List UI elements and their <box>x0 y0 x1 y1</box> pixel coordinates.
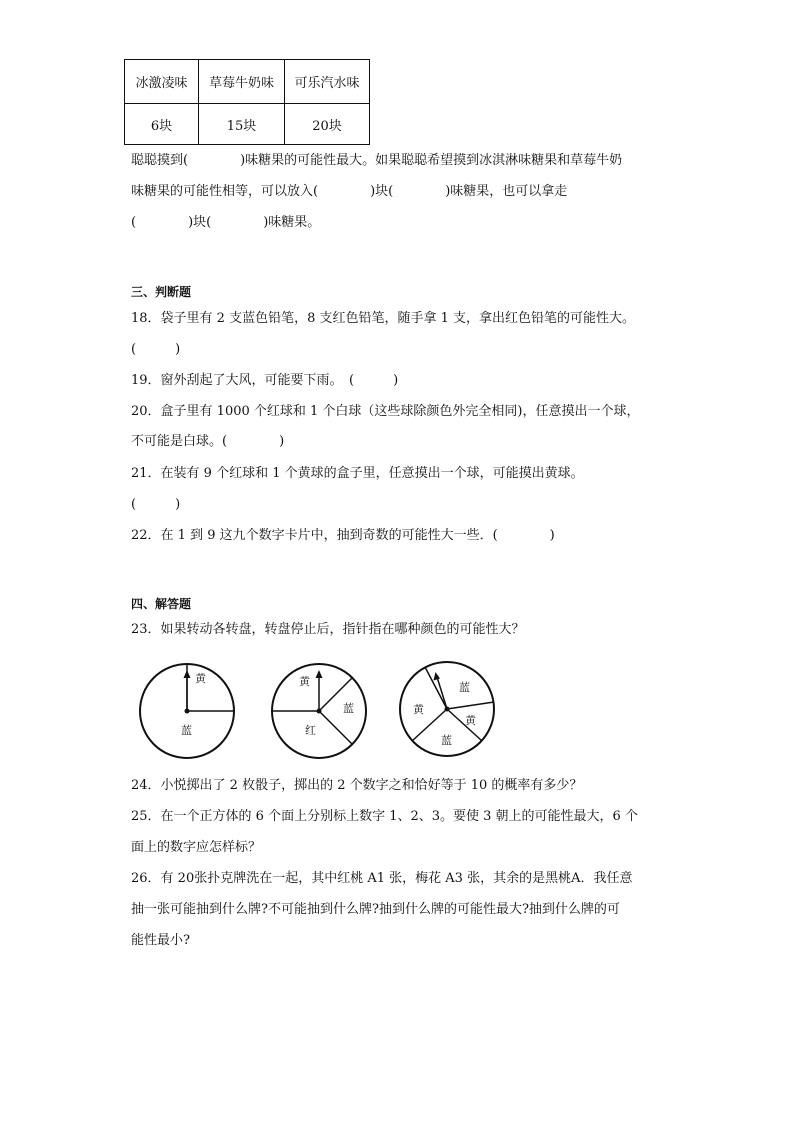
table-cell: 6块 <box>125 104 199 145</box>
pointer-arrowhead-icon <box>434 672 441 681</box>
spinner-2 <box>270 662 368 760</box>
spinner-1-label-yellow: 黄 <box>195 672 206 685</box>
spinner-3-label-blue: 蓝 <box>459 681 470 694</box>
table-row <box>125 104 370 145</box>
question-19: 19．窗外刮起了大风，可能要下雨。 ( ) <box>131 373 399 388</box>
question-26: 26．有 20张扑克牌洗在一起，其中红桃 A1 张，梅花 A3 张，其余的是黑桃A．我任意 <box>131 871 633 886</box>
question-20-cont: 不可能是白球。( ) <box>131 434 285 449</box>
question-22: 22．在 1 到 9 这九个数字卡片中，抽到奇数的可能性大一些．( ) <box>131 528 555 543</box>
spinner-2-label-blue: 蓝 <box>343 702 354 715</box>
table-header-cell: 可乐汽水味 <box>285 60 370 104</box>
table-cell: 20块 <box>285 104 370 145</box>
table-header-cell: 冰激凌味 <box>125 60 199 104</box>
answer-blank-21: ( ) <box>131 497 181 512</box>
question-25-cont: 面上的数字应怎样标？ <box>131 840 262 855</box>
spinner-2-divider <box>319 711 352 744</box>
spinner-2-label-red: 红 <box>305 724 316 737</box>
question-21: 21．在装有 9 个红球和 1 个黄球的盒子里，任意摸出一个球，可能摸出黄球。 <box>131 466 584 481</box>
spinner-1-label-blue: 蓝 <box>181 724 192 737</box>
pointer-arrowhead-icon <box>316 670 323 678</box>
question-24: 24．小悦掷出了 2 枚骰子，掷出的 2 个数字之和恰好等于 10 的概率有多少？ <box>131 778 583 793</box>
section4-title: 四、解答题 <box>131 597 192 611</box>
table-cell: 15块 <box>199 104 285 145</box>
spinner-3 <box>398 660 496 758</box>
spinner-3-center <box>445 707 450 712</box>
spinner-3-label-yellow: 黄 <box>465 714 476 727</box>
q17-line3: ( )块( )味糖果。 <box>131 215 321 230</box>
q17-line1: 聪聪摸到( )味糖果的可能性最大。如果聪聪希望摸到冰淇淋味糖果和草莓牛奶 <box>131 153 623 168</box>
spinner-1 <box>138 662 236 760</box>
spinner-1-center <box>185 709 190 714</box>
question-26-cont2: 能性最小? <box>131 933 190 948</box>
spinner-3-label-yellow: 黄 <box>413 703 424 716</box>
table-header-row <box>125 60 370 104</box>
answer-blank-18: ( ) <box>131 342 181 357</box>
question-26-cont: 抽一张可能抽到什么牌?不可能抽到什么牌?抽到什么牌的可能性最大?抽到什么牌的可 <box>131 902 620 917</box>
pointer-arrowhead-icon <box>184 670 191 678</box>
question-25: 25．在一个正方体的 6 个面上分别标上数字 1、2、3。要使 3 朝上的可能性最大，6 个 <box>131 809 638 824</box>
spinner-2-label-yellow: 黄 <box>299 675 310 688</box>
spinner-3-label-blue: 蓝 <box>441 734 452 747</box>
question-20: 20．盒子里有 1000 个红球和 1 个白球（这些球除颜色外完全相同)，任意摸出一个球， <box>131 404 640 419</box>
q17-line2: 味糖果的可能性相等，可以放入( )块( )味糖果，也可以拿走 <box>131 184 568 199</box>
candy-table <box>124 59 370 145</box>
question-23: 23．如果转动各转盘，转盘停止后，指针指在哪种颜色的可能性大？ <box>131 622 525 637</box>
section3-title: 三、判断题 <box>131 285 192 299</box>
spinner-3-divider <box>447 702 494 709</box>
question-18: 18．袋子里有 2 支蓝色铅笔，8 支红色铅笔，随手拿 1 支，拿出红色铅笔的可能性大。 <box>131 311 636 326</box>
table-header-cell: 草莓牛奶味 <box>199 60 285 104</box>
spinner-2-center <box>317 709 322 714</box>
